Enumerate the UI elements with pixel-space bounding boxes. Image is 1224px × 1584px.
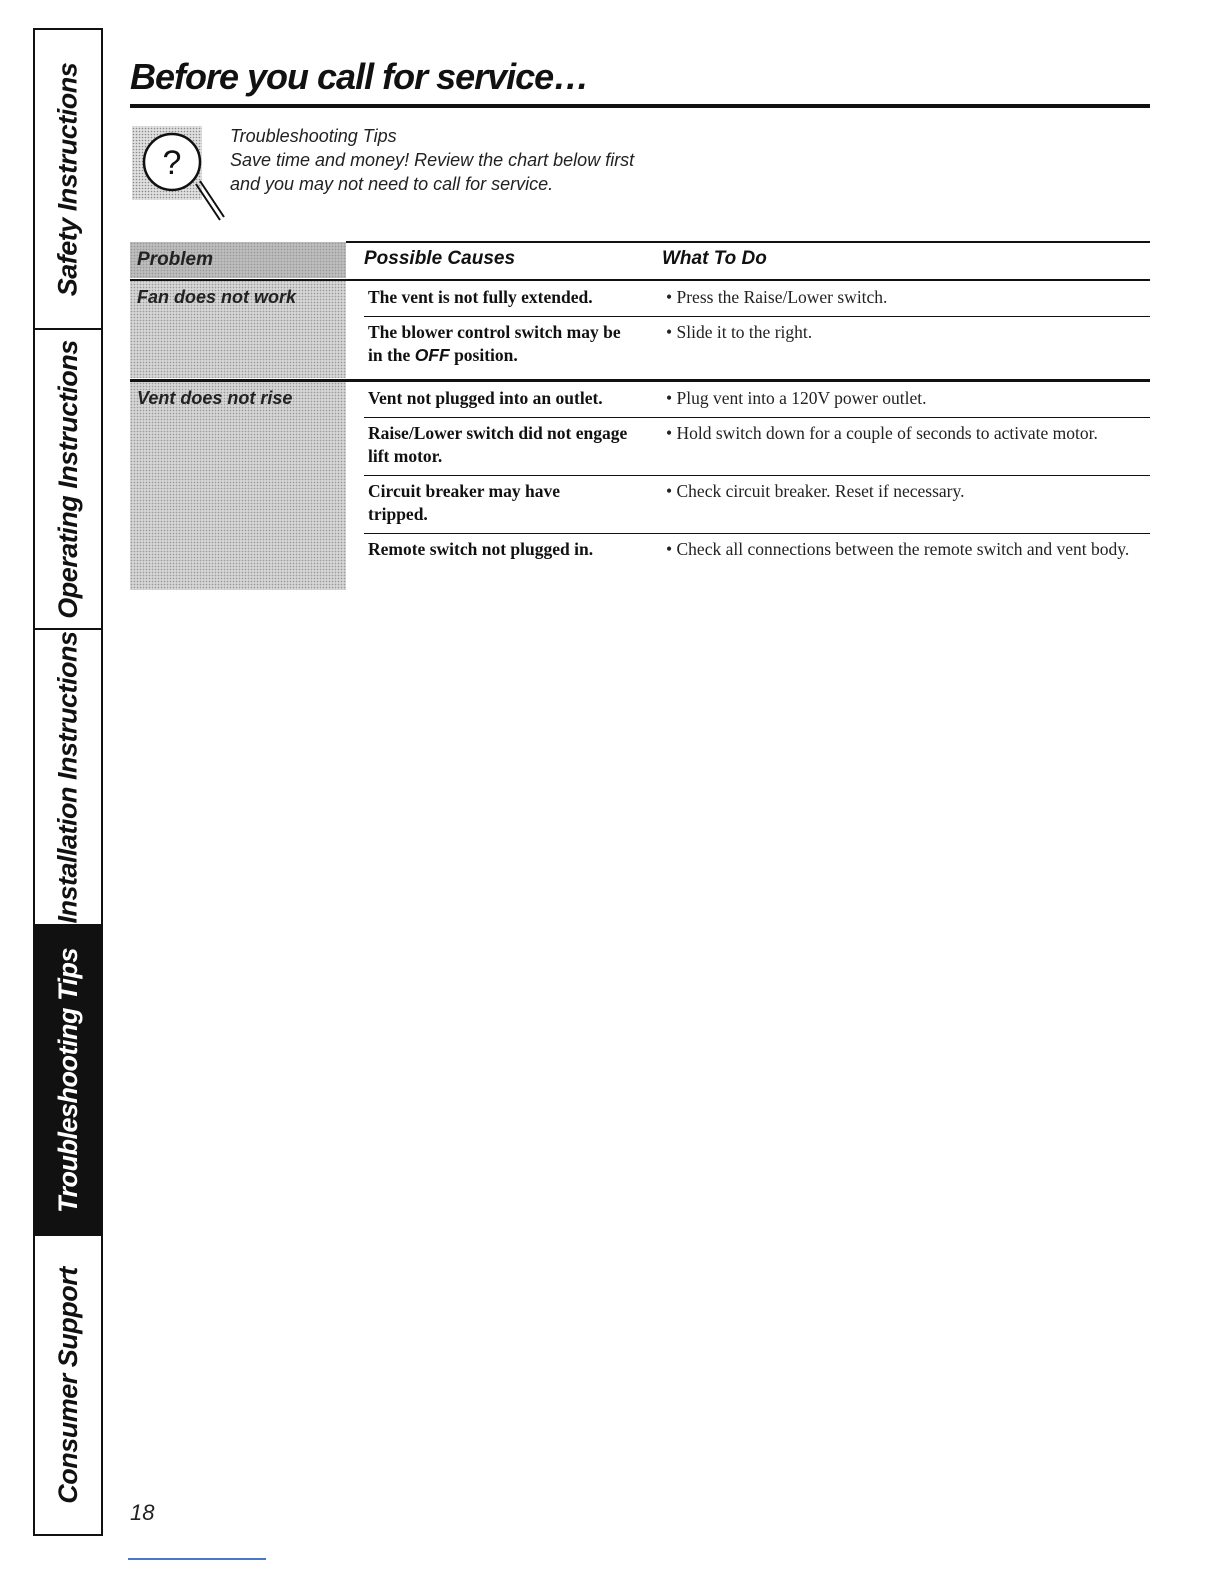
cause-text: Raise/Lower switch did not engage lift motor. — [368, 423, 628, 466]
cause-text: The vent is not fully extended. — [368, 287, 593, 307]
cause-text: Remote switch not plugged in. — [368, 539, 594, 559]
tab-label: Safety Instructions — [52, 62, 83, 296]
tab-operating-instructions[interactable] — [35, 330, 101, 630]
todo-text: • Check circuit breaker. Reset if necessary. — [666, 481, 965, 501]
tab-consumer-support[interactable] — [35, 1236, 101, 1534]
tab-troubleshooting-tips[interactable] — [35, 926, 101, 1236]
table-top-rule — [346, 241, 1150, 243]
off-keyword: OFF — [414, 345, 450, 365]
page-number: 18 — [130, 1500, 155, 1525]
column-header-causes: Possible Causes — [364, 248, 516, 269]
header-rule — [130, 279, 1150, 281]
svg-text:?: ? — [162, 144, 182, 182]
cause-text-part: The blower control switch may be in the — [368, 322, 621, 365]
row-rule — [364, 533, 1150, 534]
tips-heading: Troubleshooting Tips — [230, 126, 397, 146]
tab-installation-instructions[interactable] — [35, 630, 101, 926]
todo-text: • Press the Raise/Lower switch. — [666, 287, 888, 307]
problem-label: Vent does not rise — [137, 388, 293, 408]
group-rule — [130, 379, 1150, 382]
tab-label: Installation Instructions — [52, 630, 83, 924]
tab-label: Consumer Support — [52, 1266, 83, 1504]
cause-text-part: position. — [449, 345, 518, 365]
todo-text: • Check all connections between the remote switch and vent body. — [666, 539, 1130, 559]
todo-text: • Plug vent into a 120V power outlet. — [666, 388, 927, 408]
cause-text: Vent not plugged into an outlet. — [368, 388, 603, 408]
footer-link-underline — [128, 1558, 266, 1560]
tab-label: Troubleshooting Tips — [52, 947, 83, 1213]
tab-label: Operating Instructions — [52, 339, 83, 619]
column-header-problem: Problem — [137, 249, 214, 270]
tab-safety-instructions[interactable] — [35, 30, 101, 330]
row-rule — [364, 475, 1150, 476]
page-title: Before you call for service… — [130, 56, 589, 97]
tips-line: Save time and money! Review the chart below first — [230, 150, 635, 170]
section-tab-bar — [33, 28, 103, 1536]
tips-intro — [230, 124, 634, 196]
problem-label: Fan does not work — [137, 287, 297, 307]
title-divider — [130, 104, 1150, 108]
cause-text: Circuit breaker may have tripped. — [368, 481, 560, 524]
cause-text — [368, 321, 628, 367]
todo-text: • Hold switch down for a couple of seconds to activate motor. — [666, 423, 1098, 443]
row-rule — [364, 417, 1150, 418]
todo-text: • Slide it to the right. — [666, 322, 813, 342]
problem-cell — [130, 382, 346, 590]
column-header-todo: What To Do — [662, 248, 767, 269]
row-rule — [364, 316, 1150, 317]
question-mark-icon — [132, 124, 228, 224]
tips-line: and you may not need to call for service. — [230, 174, 554, 194]
